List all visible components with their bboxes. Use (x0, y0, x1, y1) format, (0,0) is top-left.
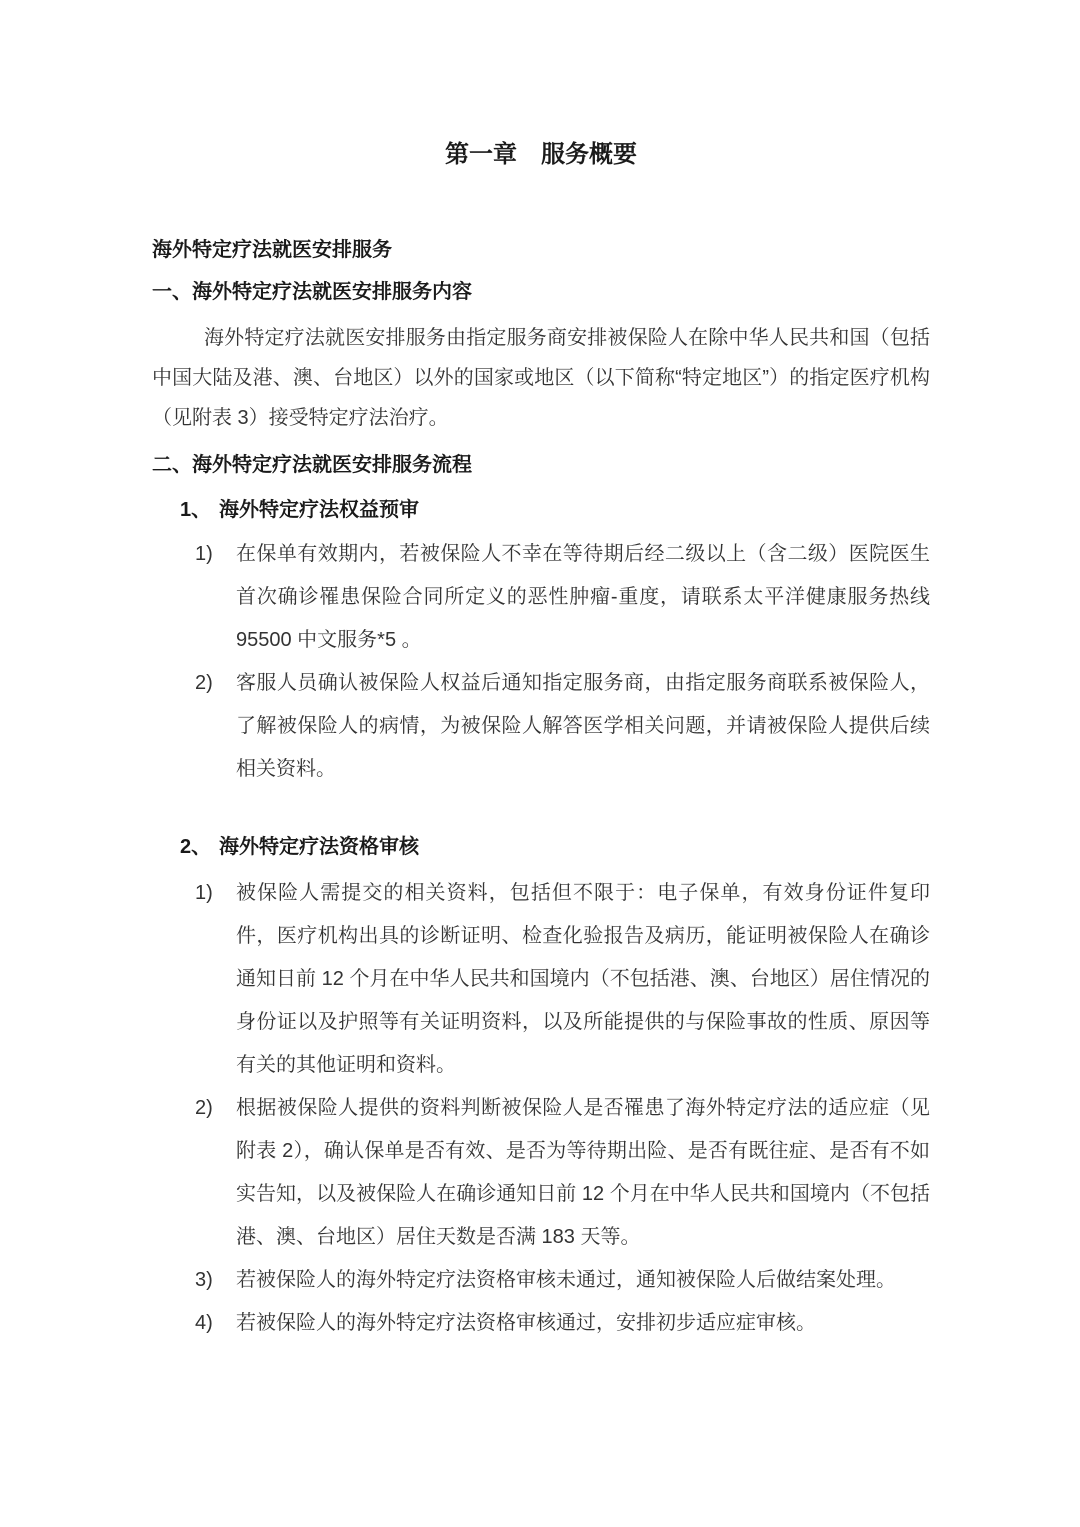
list-item-number: 1) (195, 543, 213, 565)
service-description-paragraph: 海外特定疗法就医安排服务由指定服务商安排被保险人在除中华人民共和国（包括中国大陆及港、澳、台地区）以外的国家或地区（以下简称“特定地区”）的指定医疗机构（见附表 3）接受特定疗法治疗。 (152, 327, 930, 429)
section-content-heading: 一、海外特定疗法就医安排服务内容 (152, 281, 472, 303)
list-item-text: 根据被保险人提供的资料判断被保险人是否罹患了海外特定疗法的适应症（见附表 2），确认保单是否有效、是否为等待期出险、是否有既往症、是否有不如实告知，以及被保险人在确诊通知日前 12 个月在中华人民共和国境内（不包括港、澳、台地区）居住天数是否满 183 天等。 (236, 1097, 930, 1248)
list-item (152, 872, 930, 1087)
list-item (152, 1302, 930, 1345)
list-item-text: 若被保险人的海外特定疗法资格审核未通过，通知被保险人后做结案处理。 (236, 1269, 896, 1291)
list-item (152, 662, 930, 791)
section-process-heading: 二、海外特定疗法就医安排服务流程 (152, 454, 472, 476)
subsection-2-heading (152, 834, 930, 860)
subsection-1-heading (152, 497, 930, 523)
list-item-text: 客服人员确认被保险人权益后通知指定服务商，由指定服务商联系被保险人，了解被保险人的病情，为被保险人解答医学相关问题，并请被保险人提供后续相关资料。 (236, 672, 930, 780)
list-item-number: 1) (195, 882, 213, 904)
subsection-2-number: 2、 (180, 836, 212, 858)
subsection-2-item-list (152, 872, 930, 1345)
list-item (152, 533, 930, 662)
list-item-number: 3) (195, 1269, 213, 1291)
list-item-number: 4) (195, 1312, 213, 1334)
list-item-text: 被保险人需提交的相关资料，包括但不限于：电子保单，有效身份证件复印件，医疗机构出具的诊断证明、检查化验报告及病历，能证明被保险人在确诊通知日前 12 个月在中华人民共和国境内（不包括港、澳、台地区）居住情况的身份证以及护照等有关证明资料，以及所能提供的与保险事故的性质、原因等有关的其他证明和资料。 (236, 882, 930, 1076)
list-item-text: 在保单有效期内，若被保险人不幸在等待期后经二级以上（含二级）医院医生首次确诊罹患保险合同所定义的恶性肿瘤-重度，请联系太平洋健康服务热线 95500 中文服务*5 。 (236, 543, 930, 651)
service-heading: 海外特定疗法就医安排服务 (152, 239, 392, 261)
list-item (152, 1259, 930, 1302)
subsection-1-item-list (152, 533, 930, 791)
list-item-number: 2) (195, 1097, 213, 1119)
subsection-1-title: 海外特定疗法权益预审 (219, 499, 419, 521)
list-item-text: 若被保险人的海外特定疗法资格审核通过，安排初步适应症审核。 (236, 1312, 816, 1334)
list-item (152, 1087, 930, 1259)
subsection-1-number: 1、 (180, 499, 212, 521)
subsection-2-title: 海外特定疗法资格审核 (219, 836, 419, 858)
list-item-number: 2) (195, 672, 213, 694)
chapter-title: 第一章 服务概要 (445, 141, 637, 168)
